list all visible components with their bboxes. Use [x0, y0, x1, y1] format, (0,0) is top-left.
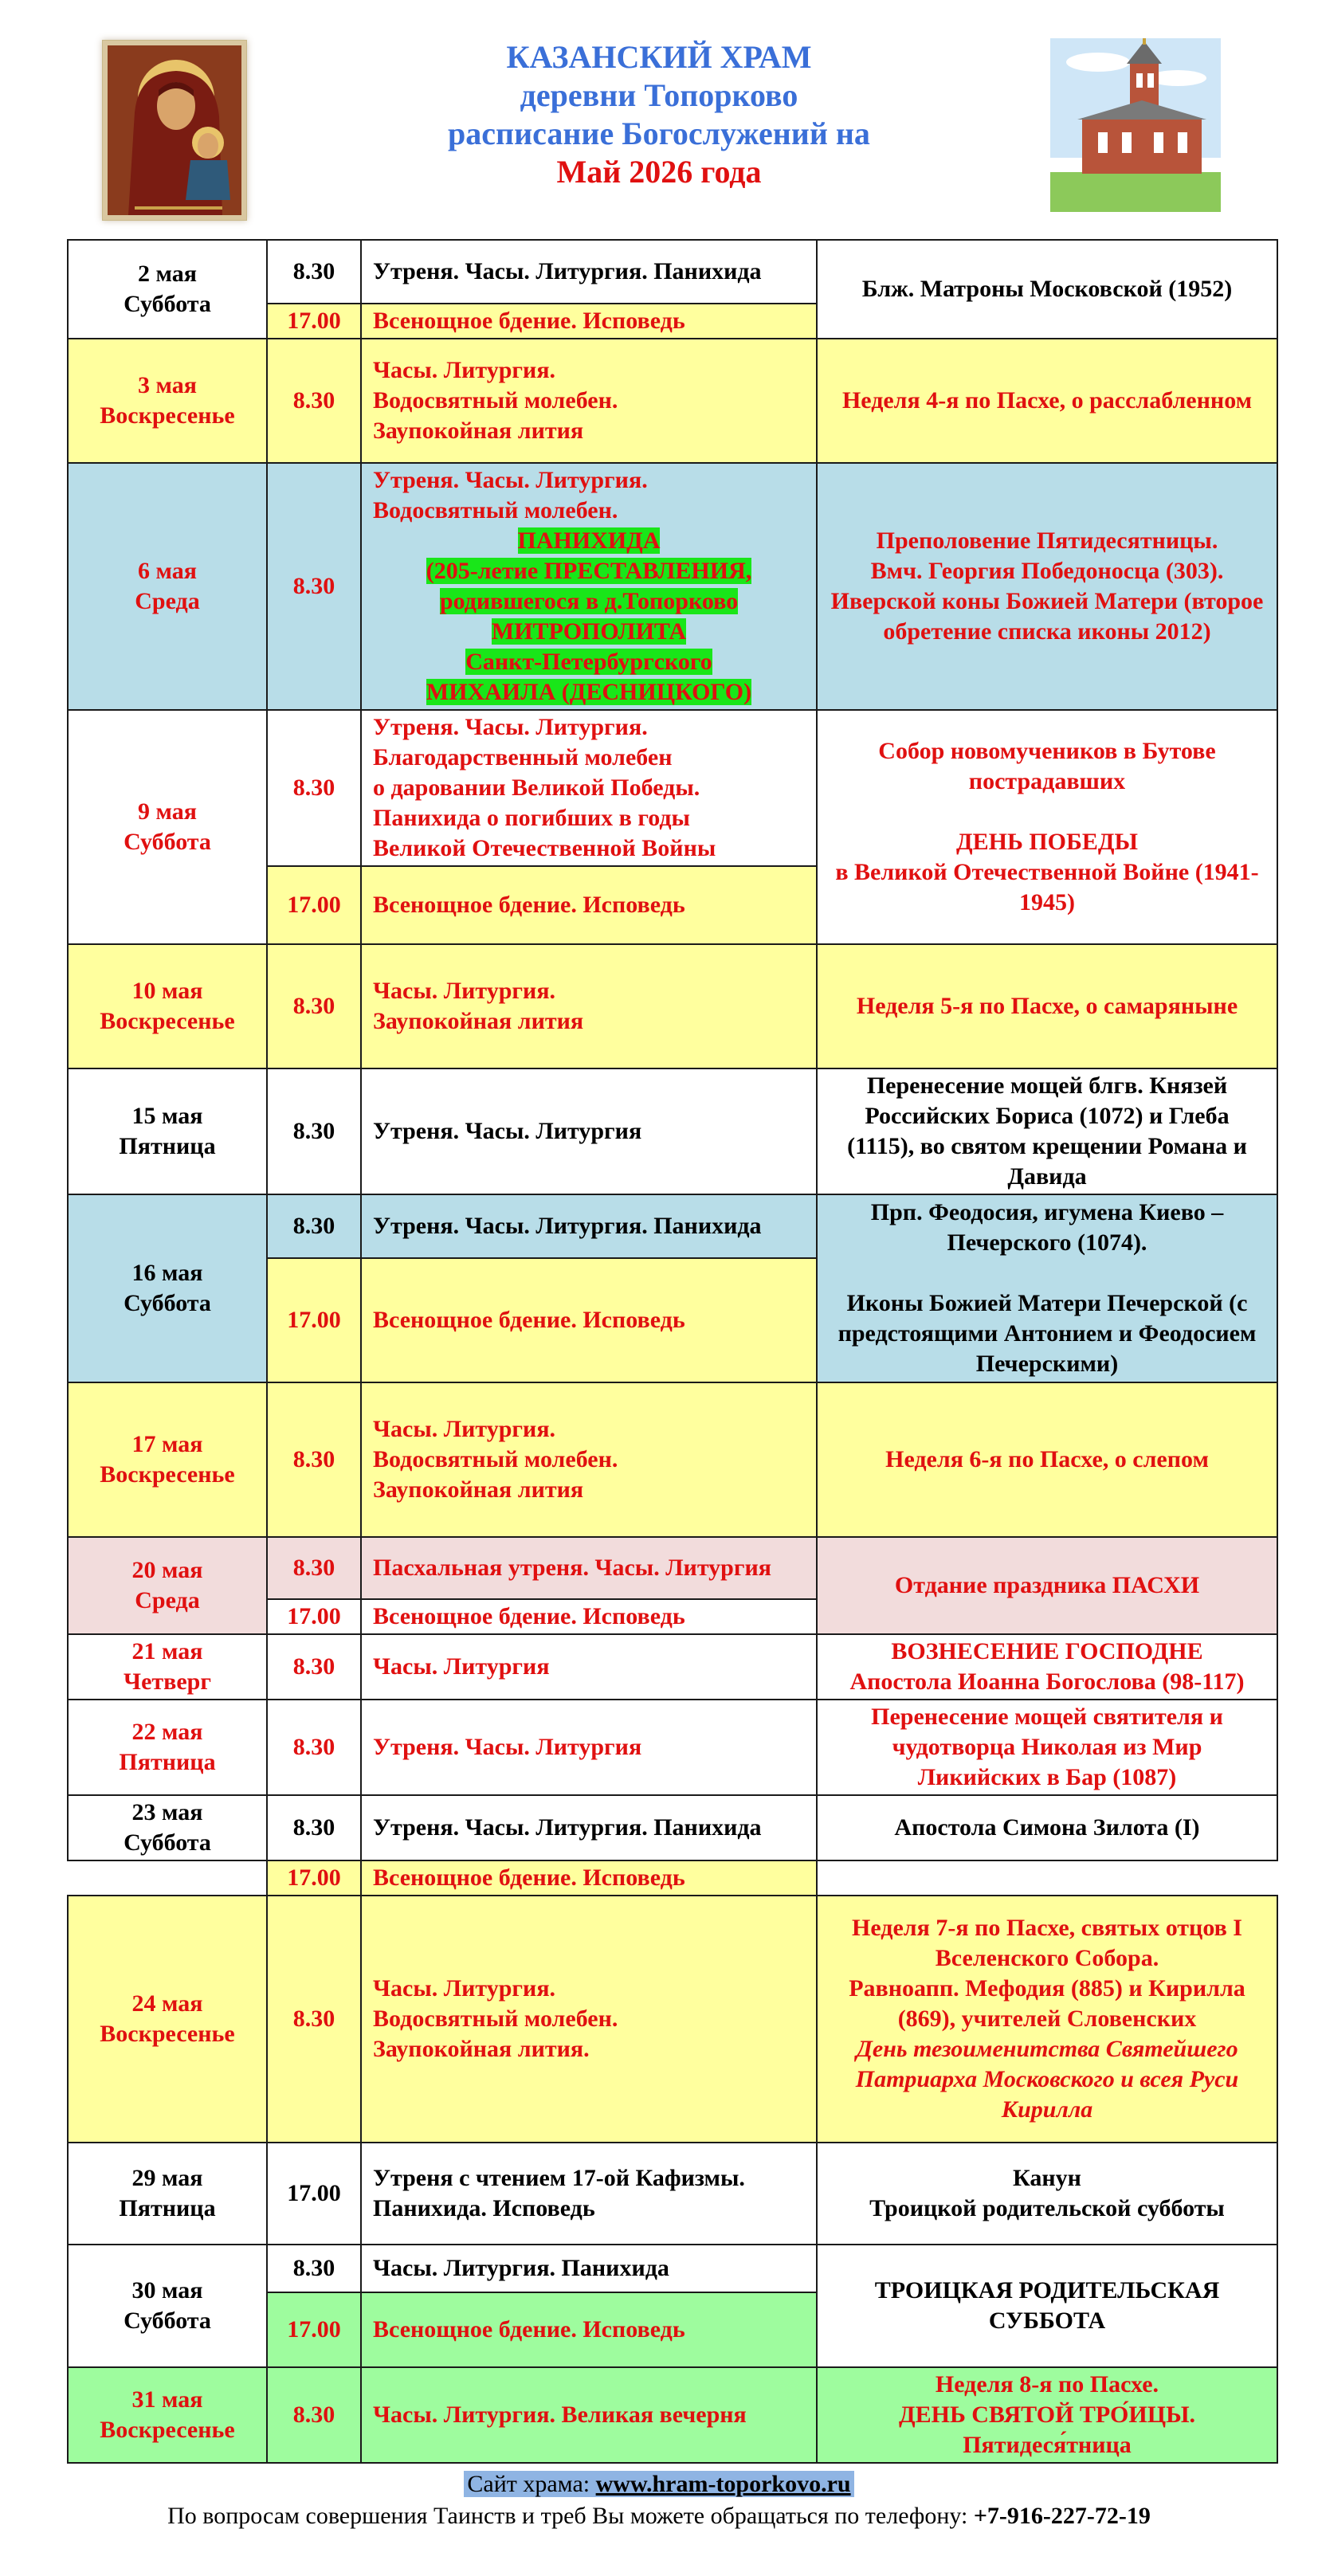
service-cell: Всенощное бдение. Исповедь: [361, 1860, 817, 1896]
title-block: [287, 38, 1031, 191]
page-header: [0, 0, 1318, 223]
table-row: [68, 1537, 1277, 1599]
site-label: Сайт храма:: [467, 2471, 596, 2497]
empty-cell: [817, 1860, 1277, 1896]
panikhida-notice: ПАНИХИДА (205-летие ПРЕСТАВЛЕНИЯ, родившегося в д.Топорково МИТРОПОЛИТА Санкт-Петербургского МИХАИЛА (ДЕСНИЦКОГО): [426, 527, 752, 705]
date-cell: [68, 1634, 267, 1700]
date-day: 22 мая: [131, 1719, 203, 1745]
time-cell: 8.30: [267, 1634, 361, 1700]
table-row: [68, 1382, 1277, 1537]
feast-cell: Блж. Матроны Московской (1952): [817, 240, 1277, 339]
date-cell: [68, 2245, 267, 2367]
service-line: Великой Отечественной Войны: [373, 835, 716, 861]
phone-number: +7-916-227-72-19: [973, 2503, 1151, 2529]
time-cell: 8.30: [267, 2245, 361, 2292]
service-cell: [361, 1896, 817, 2143]
service-line: Часы. Литургия.: [373, 978, 556, 1004]
date-cell: [68, 1700, 267, 1795]
table-row: [68, 2143, 1277, 2245]
feast-cell: Перенесение мощей святителя и чудотворца Николая из Мир Ликийских в Бар (1087): [817, 1700, 1277, 1795]
site-highlight: [464, 2471, 853, 2497]
service-cell: Всенощное бдение. Исповедь: [361, 1258, 817, 1382]
date-day: 20 мая: [131, 1557, 203, 1583]
feast-line: Пятидеся́тница: [963, 2432, 1132, 2458]
date-day: 17 мая: [131, 1431, 203, 1457]
time-cell: 8.30: [267, 2367, 361, 2463]
service-line: Утреня. Часы. Литургия.: [373, 467, 648, 493]
date-weekday: Суббота: [124, 1290, 211, 1316]
date-day: 6 мая: [138, 558, 197, 584]
feast-cell: [817, 463, 1277, 710]
feast-line: ВОЗНЕСЕНИЕ ГОСПОДНЕ: [891, 1638, 1203, 1664]
feast-cell: Неделя 5-я по Пасхе, о самаряныне: [817, 944, 1277, 1068]
time-cell: 8.30: [267, 1382, 361, 1537]
date-cell: [68, 240, 267, 339]
village-name: деревни Топорково: [520, 77, 798, 113]
date-day: 31 мая: [131, 2386, 203, 2413]
date-weekday: Четверг: [124, 1668, 211, 1695]
service-line: Заупокойная лития: [373, 1008, 584, 1034]
date-day: 3 мая: [138, 372, 197, 398]
date-weekday: Воскресенье: [100, 1008, 235, 1034]
service-line: Водосвятный молебен.: [373, 497, 618, 523]
time-cell: 17.00: [267, 1860, 361, 1896]
table-row: [68, 944, 1277, 1068]
service-line: Заупокойная лития.: [373, 2036, 590, 2062]
service-line: Заупокойная лития: [373, 418, 584, 444]
feast-line: Неделя 7-я по Пасхе, святых отцов I Вселенского Собора.: [852, 1915, 1242, 1971]
service-line: Панихида. Исповедь: [373, 2195, 595, 2221]
feast-line: ДЕНЬ ПОБЕДЫ: [956, 829, 1138, 855]
feast-line: Неделя 8-я по Пасхе.: [935, 2371, 1159, 2398]
service-cell: Всенощное бдение. Исповедь: [361, 866, 817, 944]
date-weekday: Пятница: [119, 1749, 216, 1775]
date-cell: [68, 1068, 267, 1194]
page-footer: [0, 2468, 1318, 2532]
table-row: [68, 1860, 1277, 1896]
kazan-icon-image: [102, 40, 247, 221]
date-weekday: Пятница: [119, 1133, 216, 1159]
service-cell: [361, 463, 817, 710]
feast-line: День тезоименитства Святейшего Патриарха Московского и всея Руси Кирилла: [855, 2036, 1239, 2123]
table-row: [68, 339, 1277, 463]
feast-line: Равноапп. Мефодия (885) и Кирилла (869), учителей Словенских: [849, 1975, 1245, 2032]
schedule-caption: расписание Богослужений на: [448, 116, 870, 151]
date-day: 29 мая: [131, 2165, 203, 2191]
date-day: 16 мая: [131, 1260, 203, 1286]
table-row: [68, 1194, 1277, 1258]
feast-cell: [817, 1194, 1277, 1382]
time-cell: 8.30: [267, 1700, 361, 1795]
time-cell: 17.00: [267, 1599, 361, 1634]
date-cell: [68, 463, 267, 710]
feast-line: Собор новомучеников в Бутове пострадавших: [878, 738, 1216, 794]
time-cell: 8.30: [267, 1537, 361, 1599]
service-cell: Утреня. Часы. Литургия: [361, 1068, 817, 1194]
table-row: [68, 1896, 1277, 2143]
table-row: [68, 463, 1277, 710]
feast-line: Прп. Феодосия, игумена Киево – Печерского (1074).: [870, 1199, 1224, 1256]
date-cell: [68, 1537, 267, 1634]
date-day: 15 мая: [131, 1103, 203, 1129]
time-cell: 8.30: [267, 710, 361, 866]
date-weekday: Пятница: [119, 2195, 216, 2221]
time-cell: 8.30: [267, 339, 361, 463]
service-cell: Часы. Литургия. Панихида: [361, 2245, 817, 2292]
service-cell: [361, 944, 817, 1068]
service-cell: Утреня. Часы. Литургия: [361, 1700, 817, 1795]
service-cell: Пасхальная утреня. Часы. Литургия: [361, 1537, 817, 1599]
feast-cell: [817, 1634, 1277, 1700]
church-name: КАЗАНСКИЙ ХРАМ: [506, 39, 812, 75]
service-line: Утреня с чтением 17-ой Кафизмы.: [373, 2165, 745, 2191]
feast-line: в Великой Отечественной Войне (1941-1945): [835, 859, 1259, 916]
date-cell: [68, 1382, 267, 1537]
table-row: [68, 710, 1277, 866]
date-day: 2 мая: [138, 261, 197, 287]
feast-line: Иконы Божией Матери Печерской (с предстоящими Антонием и Феодосием Печерскими): [837, 1290, 1257, 1377]
service-cell: Утреня. Часы. Литургия. Панихида: [361, 240, 817, 304]
empty-cell: [68, 1860, 267, 1896]
date-weekday: Суббота: [124, 2307, 211, 2334]
feast-cell: ТРОИЦКАЯ РОДИТЕЛЬСКАЯ СУББОТА: [817, 2245, 1277, 2367]
feast-cell: [817, 2367, 1277, 2463]
time-cell: 8.30: [267, 1896, 361, 2143]
table-row: [68, 1700, 1277, 1795]
date-cell: [68, 710, 267, 944]
table-row: [68, 1634, 1277, 1700]
date-cell: [68, 1896, 267, 2143]
time-cell: 17.00: [267, 304, 361, 339]
feast-line: Троицкой родительской субботы: [869, 2195, 1225, 2221]
time-cell: 8.30: [267, 1795, 361, 1860]
schedule-table: [67, 239, 1278, 2464]
feast-cell: [817, 710, 1277, 944]
date-weekday: Среда: [135, 588, 200, 614]
date-weekday: Воскресенье: [100, 2417, 235, 2443]
feast-line: Преполовение Пятидесятницы.: [876, 527, 1218, 554]
feast-line: Вмч. Георгия Победоносца (303).: [870, 558, 1224, 584]
date-day: 30 мая: [131, 2277, 203, 2304]
date-cell: [68, 944, 267, 1068]
date-weekday: Воскресенье: [100, 1461, 235, 1488]
service-cell: [361, 710, 817, 866]
feast-cell: [817, 2143, 1277, 2245]
feast-cell: Отдание праздника ПАСХИ: [817, 1537, 1277, 1634]
date-weekday: Воскресенье: [100, 2021, 235, 2047]
service-line: Часы. Литургия.: [373, 1975, 556, 2002]
service-cell: Всенощное бдение. Исповедь: [361, 2292, 817, 2367]
feast-cell: Перенесение мощей блгв. Князей Российских Бориса (1072) и Глеба (1115), во святом крещении Романа и Давида: [817, 1068, 1277, 1194]
time-cell: 17.00: [267, 1258, 361, 1382]
service-line: Часы. Литургия.: [373, 357, 556, 383]
service-cell: Всенощное бдение. Исповедь: [361, 304, 817, 339]
time-cell: 8.30: [267, 1068, 361, 1194]
date-weekday: Среда: [135, 1587, 200, 1613]
time-cell: 8.30: [267, 944, 361, 1068]
feast-cell: Неделя 6-я по Пасхе, о слепом: [817, 1382, 1277, 1537]
service-line: Благодарственный молебен: [373, 744, 673, 770]
date-weekday: Воскресенье: [100, 402, 235, 429]
service-line: о даровании Великой Победы.: [373, 774, 700, 801]
date-day: 10 мая: [131, 978, 203, 1004]
time-cell: 8.30: [267, 240, 361, 304]
service-cell: Часы. Литургия: [361, 1634, 817, 1700]
feast-line: Канун: [1013, 2165, 1081, 2191]
service-cell: [361, 339, 817, 463]
service-cell: [361, 2143, 817, 2245]
table-row: [68, 1068, 1277, 1194]
phone-caption: По вопросам совершения Таинств и треб Вы можете обращаться по телефону:: [167, 2503, 974, 2529]
table-row: [68, 2245, 1277, 2292]
date-cell: [68, 1194, 267, 1382]
feast-cell: [817, 1896, 1277, 2143]
date-day: 21 мая: [131, 1638, 203, 1664]
feast-cell: Неделя 4-я по Пасхе, о расслабленном: [817, 339, 1277, 463]
date-weekday: Суббота: [124, 829, 211, 855]
service-line: Водосвятный молебен.: [373, 1446, 618, 1472]
site-link[interactable]: www.hram-toporkovo.ru: [595, 2471, 851, 2497]
service-line: Утреня. Часы. Литургия.: [373, 714, 648, 740]
date-cell: [68, 339, 267, 463]
date-cell: [68, 2367, 267, 2463]
date-weekday: Суббота: [124, 291, 211, 317]
service-line: Часы. Литургия.: [373, 1416, 556, 1442]
schedule-month: Май 2026 года: [556, 154, 762, 190]
time-cell: 8.30: [267, 463, 361, 710]
service-line: Водосвятный молебен.: [373, 387, 618, 414]
time-cell: 17.00: [267, 2143, 361, 2245]
date-weekday: Суббота: [124, 1829, 211, 1856]
service-cell: Утреня. Часы. Литургия. Панихида: [361, 1795, 817, 1860]
feast-line: ДЕНЬ СВЯТОЙ ТРО́ИЦЫ.: [898, 2402, 1196, 2428]
phone-line: [0, 2500, 1318, 2532]
church-image: [1050, 38, 1221, 212]
feast-line: Апостола Иоанна Богослова (98-117): [849, 1668, 1245, 1695]
table-row: [68, 2367, 1277, 2463]
site-line: [0, 2468, 1318, 2500]
feast-cell: Апостола Симона Зилота (I): [817, 1795, 1277, 1860]
time-cell: 8.30: [267, 1194, 361, 1258]
service-line: Водосвятный молебен.: [373, 2006, 618, 2032]
time-cell: 17.00: [267, 866, 361, 944]
service-cell: Всенощное бдение. Исповедь: [361, 1599, 817, 1634]
service-cell: Утреня. Часы. Литургия. Панихида: [361, 1194, 817, 1258]
table-row: [68, 1795, 1277, 1860]
service-cell: [361, 1382, 817, 1537]
date-day: 23 мая: [131, 1799, 203, 1825]
date-day: 24 мая: [131, 1990, 203, 2017]
date-cell: [68, 1795, 267, 1860]
date-cell: [68, 2143, 267, 2245]
date-day: 9 мая: [138, 798, 197, 825]
service-line: Заупокойная лития: [373, 1476, 584, 1503]
service-cell: Часы. Литургия. Великая вечерня: [361, 2367, 817, 2463]
feast-line: Иверской коны Божией Матери (второе обретение списка иконы 2012): [830, 588, 1264, 645]
time-cell: 17.00: [267, 2292, 361, 2367]
service-line: Панихида о погибших в годы: [373, 805, 690, 831]
table-row: [68, 240, 1277, 304]
